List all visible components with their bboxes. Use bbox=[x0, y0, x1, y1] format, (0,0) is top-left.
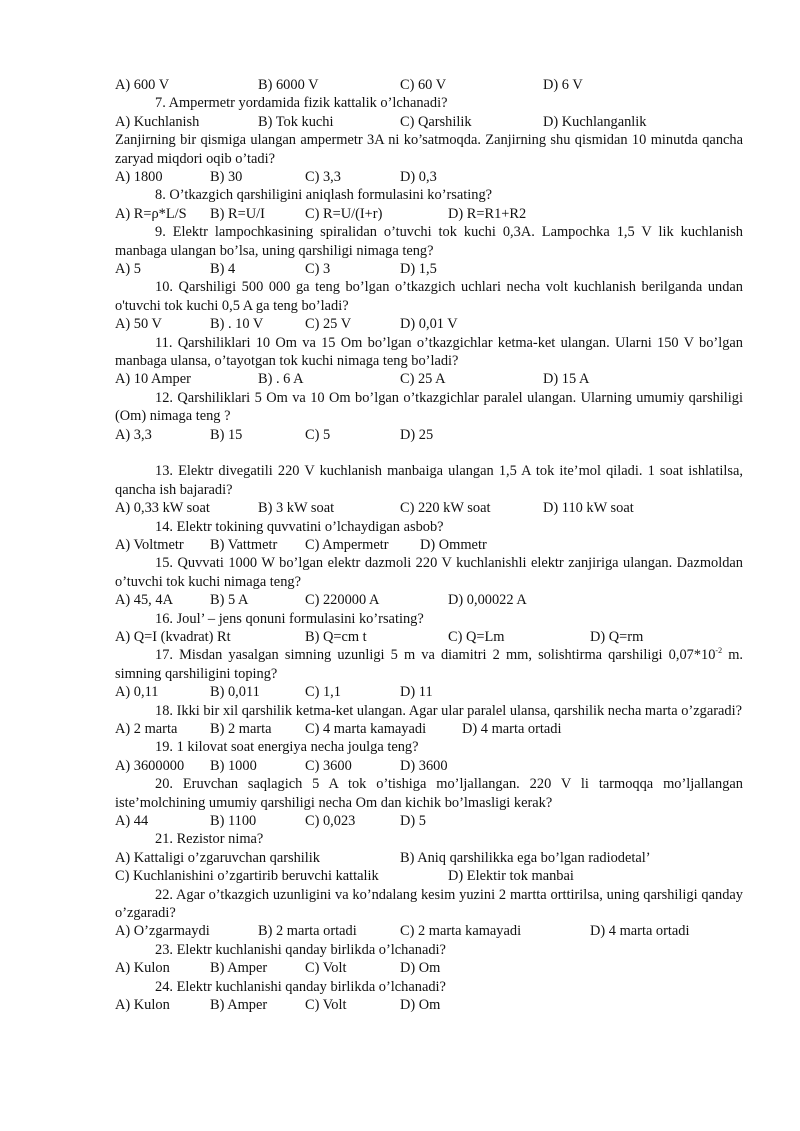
answer-option: B) 1000 bbox=[210, 757, 257, 774]
answer-option: C) Qarshilik bbox=[400, 113, 472, 130]
answer-option: B) 6000 V bbox=[258, 77, 319, 93]
answer-option: A) 44 bbox=[115, 813, 149, 829]
answer-option: B) R=U/I bbox=[210, 205, 265, 222]
answer-option: D) 4 marta ortadi bbox=[462, 721, 562, 737]
answer-option: D) 25 bbox=[400, 426, 434, 443]
question-text: 7. Ampermetr yordamida fizik kattalik o’lchanadi? bbox=[155, 95, 448, 112]
answer-options-row bbox=[115, 499, 743, 517]
answer-option: A) 50 V bbox=[115, 316, 162, 333]
answer-option: A) R=ρ*L/S bbox=[115, 205, 187, 222]
answer-options-row bbox=[115, 260, 743, 278]
answer-options-row bbox=[115, 849, 743, 867]
answer-option: A) Kattaligi o’zgaruvchan qarshilik bbox=[115, 849, 320, 866]
answer-options-row bbox=[115, 867, 743, 885]
answer-option: B) Tok kuchi bbox=[258, 113, 334, 130]
answer-option: D) 5 bbox=[400, 813, 426, 829]
answer-option: B) 3 kW soat bbox=[258, 500, 335, 517]
question-text-part: 17. Misdan yasalgan simning uzunligi 5 m va diamitri 2 mm, solishtirma qarshiligi 0, bbox=[155, 647, 680, 664]
answer-option: A) 2 marta bbox=[115, 721, 178, 737]
answer-option: D) Kuchlanganlik bbox=[543, 113, 647, 130]
answer-option: C) 0,023 bbox=[305, 813, 356, 829]
answer-option: C) R=U/(I+r) bbox=[305, 205, 383, 222]
answer-option: C) 3,3 bbox=[305, 169, 341, 185]
answer-option: D) 1,5 bbox=[400, 261, 437, 277]
answer-options-row bbox=[115, 536, 743, 554]
answer-option: B) 30 bbox=[210, 169, 243, 185]
answer-option: B) Q=cm t bbox=[305, 629, 367, 645]
answer-options-row bbox=[115, 370, 743, 388]
question-text: 23. Elektr kuchlanishi qanday birlikda o’lchanadi? bbox=[155, 941, 446, 958]
answer-option: B) 4 bbox=[210, 261, 236, 277]
question-text: 8. O’tkazgich qarshiligini aniqlash formulasini ko’rsating? bbox=[155, 187, 493, 204]
answer-option: C) 4 marta kamayadi bbox=[305, 721, 427, 737]
answer-option: B) 5 A bbox=[210, 592, 249, 609]
answer-option: A) 0,33 kW soat bbox=[115, 500, 210, 517]
answer-option: C) 3 bbox=[305, 261, 331, 277]
answer-options-row bbox=[115, 959, 743, 977]
answer-options-row bbox=[115, 315, 743, 333]
answer-option: A) Kulon bbox=[115, 996, 170, 1013]
answer-option: C) 60 V bbox=[400, 77, 447, 93]
question-text: 15. Quvvati 1000 W bo’lgan elektr dazmoli 220 V kuchlanishli elektr zanjiriga ulangan. Dazmoldan o’tuvchi tok kuchi nimaga teng? bbox=[115, 555, 743, 590]
question-continuation: Zanjirning bir qismiga ulangan ampermetr 3A ni ko’satmoqda. Zanjirning shu qismidan 10 minutda qancha zaryad miqdori oqib o’tadi? bbox=[115, 132, 743, 167]
answer-option: A) 5 bbox=[115, 261, 141, 277]
answer-options-row bbox=[115, 628, 743, 646]
answer-option: D) Ommetr bbox=[420, 537, 487, 553]
answer-option: D) 6 V bbox=[543, 77, 583, 93]
question-text: 11. Qarshiliklari 10 Om va 15 Om bo’lgan o’tkazgichlar ketma-ket ulangan. Ularni 150 V bo’lgan manbaga ulansa, o’tayotgan tok kuchi nimaga teng bo’ladi? bbox=[115, 334, 743, 369]
question-text: 16. Joul’ – jens qonuni formulasini ko’rsating? bbox=[155, 610, 424, 627]
answer-option: B) 2 marta ortadi bbox=[258, 923, 357, 940]
answer-options-row bbox=[115, 426, 743, 444]
answer-option: C) Volt bbox=[305, 960, 347, 977]
test-document bbox=[115, 76, 743, 1014]
answer-option: B) Amper bbox=[210, 960, 268, 977]
answer-option: A) 45, 4A bbox=[115, 592, 173, 609]
answer-option: C) 2 marta kamayadi bbox=[400, 923, 522, 940]
answer-option: B) 1100 bbox=[210, 813, 257, 829]
answer-option: A) Kulon bbox=[115, 960, 170, 977]
answer-options-row bbox=[115, 757, 743, 775]
answer-option: B) . 6 A bbox=[258, 371, 304, 388]
answer-option: D) 4 marta ortadi bbox=[590, 923, 690, 940]
answer-option: D) 3600 bbox=[400, 757, 448, 774]
question-text: 14. Elektr tokining quvvatini o’lchaydigan asbob? bbox=[155, 518, 444, 535]
answer-option: C) 25 A bbox=[400, 371, 446, 388]
answer-option: A) 0,11 bbox=[115, 684, 159, 701]
answer-option: C) 220 kW soat bbox=[400, 500, 491, 517]
answer-options-row bbox=[115, 113, 743, 131]
question-text: 24. Elektr kuchlanishi qanday birlikda o’lchanadi? bbox=[155, 978, 446, 995]
answer-option: A) O’zgarmaydi bbox=[115, 923, 210, 940]
answer-option: A) 10 Amper bbox=[115, 371, 191, 388]
answer-options-row bbox=[115, 683, 743, 701]
answer-option: B) Vattmetr bbox=[210, 537, 278, 553]
question-text-part: 07*10 bbox=[679, 647, 716, 664]
answer-option: D) 0,00022 A bbox=[448, 592, 527, 609]
question-text: 13. Elektr divegatili 220 V kuchlanish manbaiga ulangan 1,5 A tok ite’mol qiladi. 1 soat ishlatilsa, qancha ish bajaradi? bbox=[115, 463, 743, 498]
question-text: 22. Agar o’tkazgich uzunligini va ko’ndalang kesim yuzini 2 martta orttirilsa, uning qarshiligi qanday o’zgaradi? bbox=[115, 886, 743, 921]
answer-option: C) Ampermetr bbox=[305, 537, 389, 553]
answer-option: A) Kuchlanish bbox=[115, 113, 200, 130]
answer-option: B) Aniq qarshilikka ega bo’lgan radiodetal’ bbox=[400, 849, 651, 866]
answer-options-row bbox=[115, 76, 743, 94]
answer-options-row bbox=[115, 168, 743, 186]
question-text: 9. Elektr lampochkasining spiralidan o’tuvchi tok kuchi 0,3A. Lampochka 1,5 V lik kuchlanish manbaga ulangan bo’lsa, uning qarshiligi nimaga teng? bbox=[115, 224, 743, 259]
question-text: 21. Rezistor nima? bbox=[155, 831, 264, 848]
answer-option: D) 0,01 V bbox=[400, 316, 458, 333]
answer-option: C) Volt bbox=[305, 996, 347, 1013]
exponent: -2 bbox=[715, 646, 723, 656]
answer-option: C) 25 V bbox=[305, 316, 352, 333]
answer-option: D) 11 bbox=[400, 684, 433, 701]
answer-option: D) R=R1+R2 bbox=[448, 205, 527, 222]
answer-option: B) 15 bbox=[210, 426, 243, 443]
answer-option: A) 3,3 bbox=[115, 426, 152, 443]
answer-option: A) Q=I (kvadrat) Rt bbox=[115, 629, 231, 645]
answer-options-row bbox=[115, 720, 743, 738]
answer-options-row bbox=[115, 205, 743, 223]
answer-option: A) 3600000 bbox=[115, 757, 185, 774]
answer-option: D) Om bbox=[400, 960, 441, 977]
answer-option: C) 220000 A bbox=[305, 592, 380, 609]
answer-option: A) 1800 bbox=[115, 169, 163, 185]
answer-option: B) 2 marta bbox=[210, 721, 272, 737]
answer-option: A) Voltmetr bbox=[115, 537, 184, 553]
spacer bbox=[115, 444, 743, 462]
answer-option: D) Q=rm bbox=[590, 629, 644, 645]
answer-options-row bbox=[115, 922, 743, 940]
answer-options-row bbox=[115, 812, 743, 830]
answer-option: B) . 10 V bbox=[210, 316, 264, 333]
answer-options-row bbox=[115, 996, 743, 1014]
answer-option: D) Om bbox=[400, 996, 441, 1013]
question-text: 12. Qarshiliklari 5 Om va 10 Om bo’lgan o’tkazgichlar paralel ulangan. Ularning umumiy qarshiligi (Om) nimaga teng ? bbox=[115, 389, 743, 425]
answer-option: C) Q=Lm bbox=[448, 629, 505, 645]
answer-option: D) 0,3 bbox=[400, 169, 437, 185]
answer-option: C) 1,1 bbox=[305, 684, 341, 701]
answer-options-row bbox=[115, 591, 743, 609]
answer-option: C) 3600 bbox=[305, 757, 352, 774]
answer-option: D) Elektir tok manbai bbox=[448, 868, 574, 885]
answer-option: A) 600 V bbox=[115, 77, 170, 93]
question-text bbox=[115, 646, 743, 683]
question-text-part: m. simning qarshiligini toping? bbox=[115, 647, 744, 682]
question-text: 20. Eruvchan saqlagich 5 A tok o’tishiga mo’ljallangan. 220 V li tarmoqqa mo’ljallangan iste’molchining umumiy qarshiligi necha Om dan kichik bo’lmasligi kerak? bbox=[115, 776, 743, 811]
question-text: 19. 1 kilovat soat energiya necha joulga teng? bbox=[155, 739, 419, 756]
answer-option: D) 15 A bbox=[543, 371, 590, 388]
answer-option: D) 110 kW soat bbox=[543, 500, 634, 517]
answer-option: B) Amper bbox=[210, 996, 268, 1013]
answer-option: C) Kuchlanishini o’zgartirib beruvchi kattalik bbox=[115, 868, 379, 885]
question-text: 10. Qarshiligi 500 000 ga teng bo’lgan o’tkazgich uchlari necha volt kuchlanish berilganda undan o'tuvchi tok kuchi 0,5 A ga teng bo’ladi? bbox=[115, 279, 743, 314]
answer-option: B) 0,011 bbox=[210, 684, 260, 701]
question-text: 18. Ikki bir xil qarshilik ketma-ket ulangan. Agar ular paralel ulansa, qarshilik necha marta o’zgaradi? bbox=[155, 702, 743, 719]
answer-option: C) 5 bbox=[305, 426, 331, 443]
